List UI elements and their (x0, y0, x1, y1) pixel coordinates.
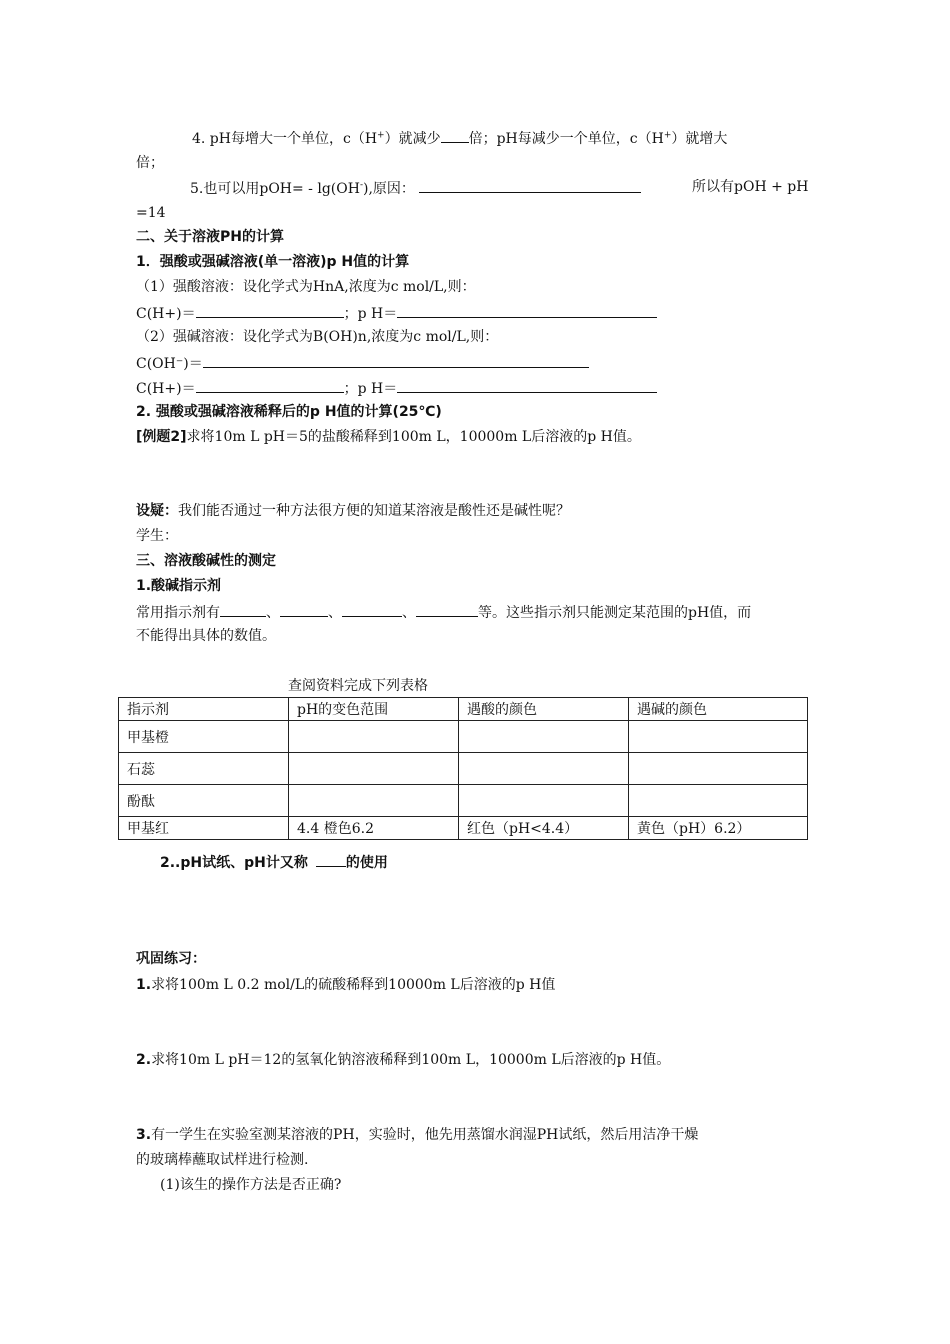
table-cell: 石蕊 (119, 753, 289, 785)
base-formula-line (136, 378, 657, 398)
item-4-text-b: ）就减少 (384, 131, 441, 147)
oh-minus-sup: - (359, 180, 364, 191)
table-caption: 查阅资料完成下列表格 (288, 678, 428, 694)
indicator-text-wrap: 不能得出具体的数值。 (136, 628, 276, 644)
indicator-text-a: 常用指示剂有 (136, 605, 220, 621)
item-5-wrap: =14 (136, 205, 166, 221)
fill-blank[interactable] (316, 852, 346, 867)
item-4-text-d: ）就增大 (671, 131, 728, 147)
acid-intro: （1）强酸溶液：设化学式为HnA,浓度为c mol/L,则： (136, 279, 476, 295)
fill-blank[interactable] (203, 353, 589, 368)
table-cell: 红色（pH<4.4） (459, 817, 629, 840)
separator: 、 (328, 605, 342, 621)
subsection-1-title: 1．强酸或强碱溶液(单一溶液)p H值的计算 (136, 254, 410, 270)
item-5-line (190, 178, 641, 198)
table-cell[interactable] (629, 721, 808, 753)
fill-blank[interactable] (397, 303, 657, 318)
section-2-title: 二、关于溶液PH的计算 (136, 229, 284, 245)
practice-q3-wrap: 的玻璃棒蘸取试样进行检测. (136, 1152, 309, 1168)
base-intro: （2）强碱溶液：设化学式为B(OH)n,浓度为c mol/L,则： (136, 329, 499, 345)
question-number: 3. (136, 1127, 152, 1143)
separator: 、 (402, 605, 416, 621)
ph-paper-text-a: 2..pH试纸、pH计又称 (160, 855, 308, 871)
item-5-text-b: ),原因： (363, 181, 415, 197)
practice-q2 (136, 1051, 670, 1069)
table-cell[interactable] (289, 785, 459, 817)
table-header-row (119, 698, 808, 721)
example-text: 求将10m L pH＝5的盐酸稀释到100m L，10000m L后溶液的p H值。 (186, 429, 641, 445)
fill-blank[interactable] (196, 378, 344, 393)
ph-paper-text-b: 的使用 (345, 855, 388, 871)
table-cell: 4.4 橙色6.2 (289, 817, 459, 840)
practice-q3 (136, 1126, 698, 1144)
separator: 、 (266, 605, 280, 621)
indicator-text-b: 等。这些指示剂只能测定某范围的pH值，而 (478, 605, 752, 621)
table-cell: 甲基红 (119, 817, 289, 840)
ph-label: ；p H＝ (343, 306, 398, 322)
item-4-line (192, 128, 727, 148)
item-5-text-c: 所以有pOH + pH (692, 179, 809, 195)
table-header-cell: 遇酸的颜色 (459, 698, 629, 721)
indicator-title: 1.酸碱指示剂 (136, 578, 222, 594)
fill-blank[interactable] (280, 602, 328, 617)
subsection-2-title: 2. 强酸或强碱溶液稀释后的p H值的计算(25℃) (136, 404, 442, 420)
question-number: 2. (136, 1052, 152, 1068)
table-cell[interactable] (459, 721, 629, 753)
fill-blank[interactable] (397, 378, 657, 393)
table-cell[interactable] (629, 785, 808, 817)
fill-blank[interactable] (419, 178, 641, 193)
acid-formula-line (136, 303, 657, 323)
item-4-text-c: 倍；pH每减少一个单位，c（H (468, 131, 664, 147)
question-text: 有一学生在实验室测某溶液的PH，实验时，他先用蒸馏水润湿PH试纸，然后用洁净干燥 (151, 1127, 699, 1143)
h-plus-sup: + (663, 130, 672, 141)
question-text: 求将100m L 0.2 mol/L的硫酸稀释到10000m L后溶液的p H值 (151, 977, 556, 993)
base-coh-line (136, 353, 589, 373)
indicator-text-line (136, 602, 751, 622)
table-cell[interactable] (459, 753, 629, 785)
practice-title: 巩固练习： (136, 951, 206, 967)
fill-blank[interactable] (416, 602, 478, 617)
table-header-cell: 遇碱的颜色 (629, 698, 808, 721)
example-2 (136, 428, 641, 446)
ph-label: ；p H＝ (343, 381, 398, 397)
table-cell: 酚酞 (119, 785, 289, 817)
table-row (119, 785, 808, 817)
fill-blank[interactable] (196, 303, 344, 318)
item-4-text-a: 4. pH每增大一个单位，c（H (192, 131, 378, 147)
fill-blank[interactable] (342, 602, 402, 617)
table-row (119, 753, 808, 785)
example-tag: [例题2] (136, 429, 187, 445)
fill-blank[interactable] (220, 602, 266, 617)
indicator-table (118, 697, 808, 840)
student-label: 学生： (136, 528, 178, 544)
question-tag: 设疑： (136, 503, 178, 519)
table-row (119, 817, 808, 840)
fill-blank[interactable] (441, 128, 469, 143)
section-3-title: 三、溶液酸碱性的测定 (136, 553, 276, 569)
table-cell: 黄色（pH）6.2） (629, 817, 808, 840)
table-cell[interactable] (629, 753, 808, 785)
ph-paper-line (160, 852, 388, 872)
h-plus-sup: + (377, 130, 385, 141)
table-header-cell: 指示剂 (119, 698, 289, 721)
item-4-wrap: 倍； (136, 155, 164, 171)
ch-label: C(H+)＝ (136, 381, 196, 397)
item-5-text-a: 5.也可以用pOH= - lg(OH (190, 181, 360, 197)
question-number: 1. (136, 977, 152, 993)
table-cell: 甲基橙 (119, 721, 289, 753)
coh-label: C(OH⁻)＝ (136, 356, 203, 372)
table-header-cell: pH的变色范围 (289, 698, 459, 721)
practice-q3-sub: (1)该生的操作方法是否正确? (160, 1177, 342, 1193)
table-cell[interactable] (289, 721, 459, 753)
table-cell[interactable] (289, 753, 459, 785)
practice-q1 (136, 976, 555, 994)
table-cell[interactable] (459, 785, 629, 817)
question-line (136, 502, 570, 520)
question-text: 我们能否通过一种方法很方便的知道某溶液是酸性还是碱性呢？ (178, 503, 570, 519)
table-row (119, 721, 808, 753)
ch-label: C(H+)＝ (136, 306, 196, 322)
question-text: 求将10m L pH＝12的氢氧化钠溶液稀释到100m L，10000m L后溶液的p H值。 (151, 1052, 671, 1068)
